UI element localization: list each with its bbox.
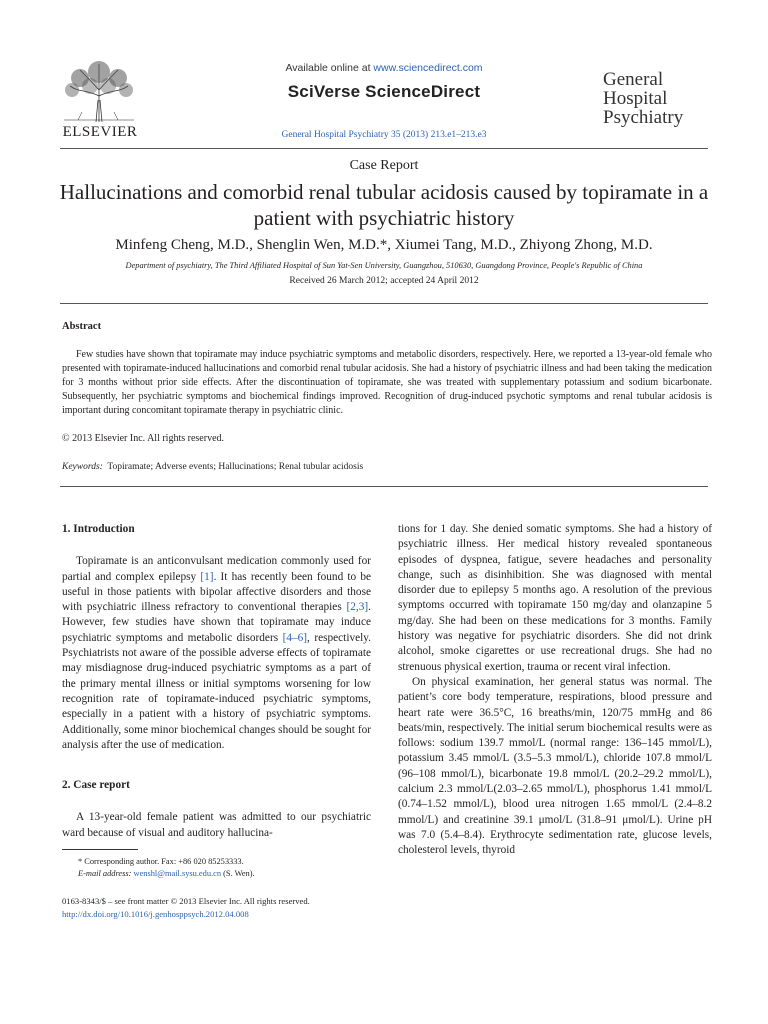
abstract-text: Few studies have shown that topiramate may induce psychiatric symptoms and metabolic disorders, respectively. Here, we reported a 13-year-old female who presented with topiramate-induced hallucinations and comorbid renal tubular acidosis. She had a history of psychiatric illness and had been taking the medication for 3 months without prior side effects. After the discontinuation of topiramate, she was treated with supplementary potassium and sodium bicarbonate. Subsequently, her psychiatric symptoms and biochemical findings improved. Recognition of drug-induced psychotic symptoms and renal tubular acidosis is important during concomitant topiramate therapy in psychiatric clinic. (62, 349, 712, 417)
case-paragraph: A 13-year-old female patient was admitted to our psychiatric ward because of visual and auditory hallucina- (62, 811, 371, 839)
left-column (62, 522, 371, 841)
article-title: Hallucinations and comorbid renal tubular acidosis caused by topiramate in a patient with psychiatric history (59, 180, 709, 230)
journal-logo (603, 70, 723, 127)
footnote-divider (62, 849, 138, 850)
footnote (62, 856, 372, 880)
article-type: Case Report (349, 158, 419, 173)
journal-logo-line3: Psychiatry (603, 107, 684, 128)
section-heading-introduction: 1. Introduction (62, 523, 135, 535)
journal-citation[interactable]: General Hospital Psychiatry 35 (2013) 213.e1–213.e3 (281, 130, 487, 140)
publisher-name: ELSEVIER (62, 124, 138, 140)
keywords-label: Keywords: (62, 462, 103, 472)
section-heading-case-report: 2. Case report (62, 779, 130, 792)
email-label: E-mail address: (78, 869, 132, 878)
citation-link[interactable]: [1] (200, 570, 214, 583)
case-paragraph-continued: tions for 1 day. She denied somatic symptoms. She had a history of psychiatric illness. Her medical history revealed spontaneous episodes of dyspnea, fatigue, severe headaches and personality change, such as disinhibition. She was diagnosed with mental disorder due to epilepsy 5 months ago. A resolution of the previous symptoms occurred with topiramate 150 mg/day and olanzapine 5 mg/day. She had been on these medications for 3 months. Family history was negative for psychiatric disorders. She did not drink alcohol, smoke cigarettes or use recreational drugs. She had no strenuous physical exertion, trauma or recent viral infection. (398, 523, 712, 673)
keywords-divider (60, 486, 708, 487)
abstract-divider (60, 303, 708, 304)
author-affiliation: Department of psychiatry, The Third Affiliated Hospital of Sun Yat-Sen University, Guangzhou, 510630, Guangdong Province, People's Republic of China (125, 261, 643, 270)
front-matter (62, 895, 392, 920)
keywords-list: Topiramate; Adverse events; Hallucinations; Renal tubular acidosis (107, 462, 364, 472)
citation-link[interactable]: [4–6] (282, 631, 308, 644)
email-suffix: (S. Wen). (221, 869, 255, 878)
sciencedirect-link[interactable]: www.sciencedirect.com (373, 62, 483, 74)
keywords (62, 462, 363, 472)
email-line (62, 868, 372, 880)
intro-paragraph: Topiramate is an anticonvulsant medication commonly used for partial and complex epilepsy [1]. It has recently been found to be useful in those patients with bipolar affective disorders and those with psychiatric illness refractory to conventional therapies [2,3]. However, few studies have shown that topiramate may induce psychiatric symptoms and metabolic disorders [4–6], respectively. Psychiatrists not aware of the possible adverse effects of topiramate may misdiagnose drug-induced psychiatric symptoms as a part of the primary mental illness or initial symptoms worsening for low recognition rate of topiramate-induced psychiatric symptoms, especially in a patient with a history of psychiatric symptoms. Additionally, some minor biochemical changes should be sought for analysis after the use of medication. (62, 555, 372, 751)
header-divider (60, 148, 708, 149)
available-prefix: Available online at (285, 62, 371, 74)
journal-logo-line2: Hospital (603, 88, 668, 109)
citation-link[interactable]: [2,3] (346, 601, 369, 614)
abstract-copyright: © 2013 Elsevier Inc. All rights reserved. (62, 433, 225, 444)
received-dates: Received 26 March 2012; accepted 24 April 2012 (289, 276, 479, 286)
examination-paragraph: On physical examination, her general status was normal. The patient’s core body temperature, respirations, blood pressure and heart rate were 36.5°C, 16 breaths/min, 120/75 mmHg and 86 beats/min, respectively. The initial serum biochemical results were as follows: sodium 139.7 mmol/L (normal range: 136–145 mmol/L), potassium 3.45 mmol/L (3.5–5.3 mmol/L), chloride 107.8 mmol/L (96–108 mmol/L), bicarbonate 19.8 mmol/L (20.2–29.2 mmol/L), calcium 2.3 mmol/L(2.03–2.65 mmol/L), phosphorus 1.41 mmol/L (0.74–1.52 mmol/L), blood urea nitrogen 1.65 mmol/L (2.4–8.2 mmol/L) and creatinine 39.1 μmol/L (31.8–91 μmol/L). Urine pH was 7.0 (5.4–8.4). Erythrocyte sedimentation rate, glucose levels, cholesterol levels, thyroid (398, 675, 712, 857)
corresponding-author: * Corresponding author. Fax: +86 020 85253333. (78, 857, 244, 866)
email-link[interactable]: wenshl@mail.sysu.edu.cn (133, 869, 222, 878)
abstract-heading: Abstract (62, 321, 102, 332)
journal-logo-line1: General (603, 69, 664, 90)
issn-line: 0163-8343/$ – see front matter © 2013 Elsevier Inc. All rights reserved. (62, 896, 310, 906)
sciverse-logo-text: SciVerse ScienceDirect (287, 82, 481, 101)
doi-link[interactable]: http://dx.doi.org/10.1016/j.genhosppsych.2012.04.008 (62, 908, 249, 919)
author-list: Minfeng Cheng, M.D., Shenglin Wen, M.D.*, Xiumei Tang, M.D., Zhiyong Zhong, M.D. (115, 237, 653, 253)
right-column (398, 522, 712, 859)
